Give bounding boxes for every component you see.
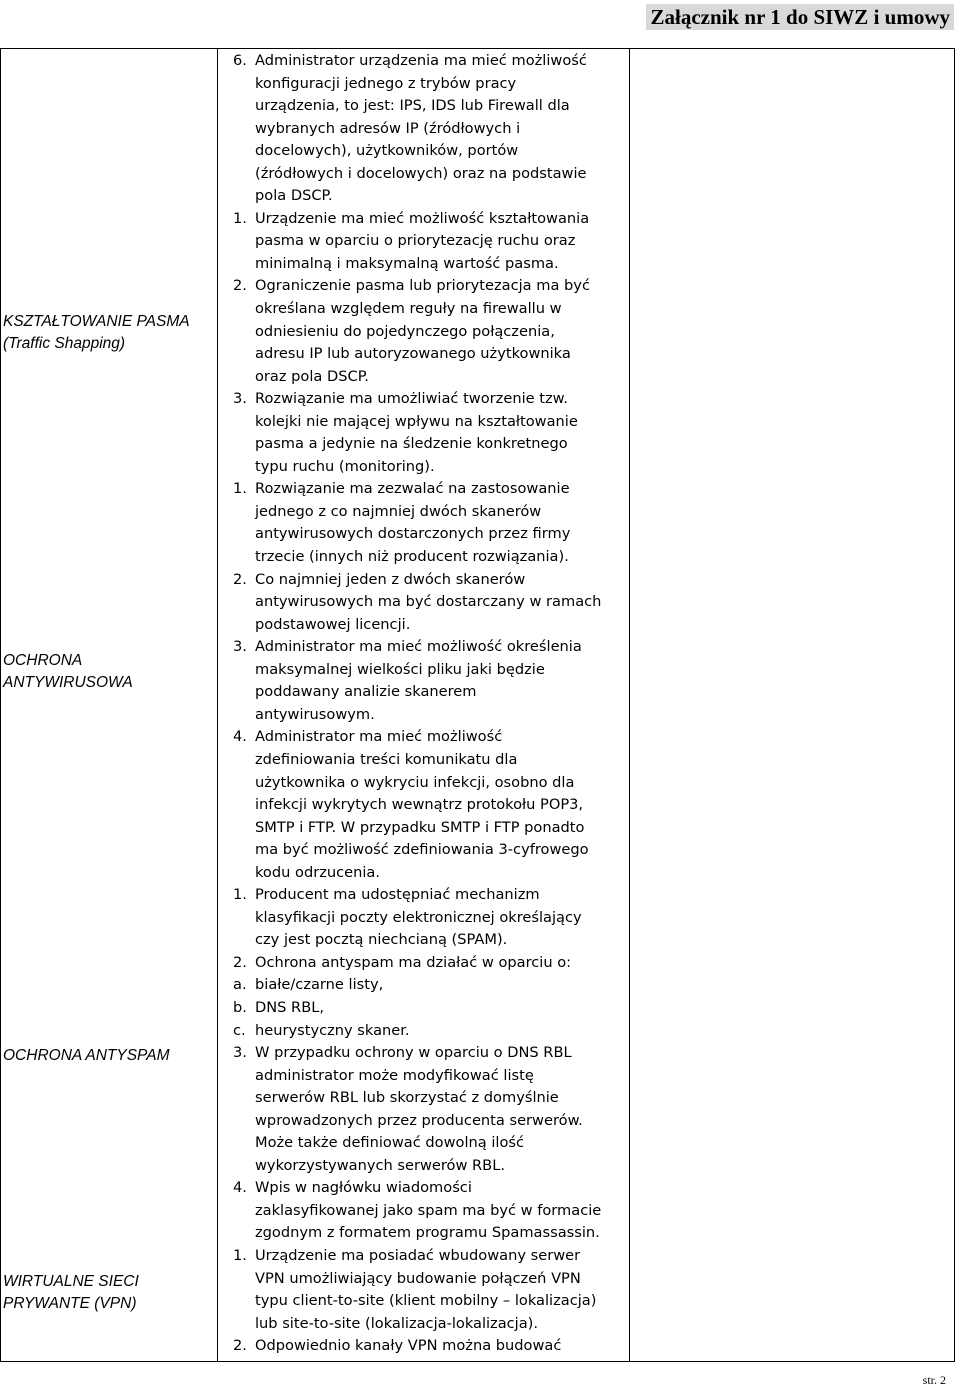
requirement-number: 2. (233, 570, 247, 588)
requirement-line: serwerów RBL lub skorzystać z domyślnie (255, 1089, 559, 1107)
requirement-line: Urządzenie ma posiadać wbudowany serwer (255, 1246, 581, 1264)
requirement-line: DNS RBL, (255, 998, 324, 1016)
category-antispam (3, 1045, 213, 1067)
requirement-text (255, 1042, 625, 1177)
requirement-number: 3. (233, 638, 247, 656)
category-antivirus (3, 650, 213, 694)
category-line: WIRTUALNE SIECI (3, 1273, 139, 1290)
requirement-line: Wpis w nagłówku wiadomości (255, 1179, 472, 1197)
requirement-line: oraz pola DSCP. (255, 367, 369, 385)
requirement-text (255, 50, 625, 208)
category-line: (Traffic Shapping) (3, 335, 126, 352)
requirement-number: c. (233, 1021, 246, 1039)
requirement-item (233, 884, 625, 952)
requirement-number: a. (233, 976, 247, 994)
offer-column (630, 49, 955, 1362)
requirement-line: antywirusowych dostarczonych przez firmy (255, 525, 571, 543)
category-line: OCHRONA ANTYSPAM (3, 1047, 170, 1064)
requirement-line: heurystyczny skaner. (255, 1021, 410, 1039)
page-number: str. 2 (922, 1373, 946, 1387)
requirement-line: określana względem reguły na firewallu w (255, 300, 562, 318)
requirements-list (233, 50, 625, 1358)
requirement-line: lub site-to-site (lokalizacja-lokalizacja). (255, 1314, 539, 1332)
category-line: PRYWANTE (VPN) (3, 1295, 137, 1312)
requirement-line: pasma w oparciu o priorytezację ruchu oraz (255, 232, 576, 250)
requirement-line: poddawany analizie skanerem (255, 683, 477, 701)
requirement-line: podstawowej licencji. (255, 615, 411, 633)
requirement-line: Ochrona antyspam ma działać w oparciu o: (255, 953, 572, 971)
requirement-text (255, 636, 625, 726)
document-header: Załącznik nr 1 do SIWZ i umowy (646, 4, 954, 30)
requirement-line: pola DSCP. (255, 187, 333, 205)
requirement-line: Producent ma udostępniać mechanizm (255, 886, 540, 904)
requirement-line: docelowych), użytkowników, portów (255, 142, 519, 160)
requirement-line: Rozwiązanie ma zezwalać na zastosowanie (255, 480, 570, 498)
requirement-item (233, 636, 625, 726)
requirement-text (255, 1335, 625, 1358)
requirement-line: pasma a jedynie na śledzenie konkretnego (255, 435, 568, 453)
requirement-item (233, 974, 625, 997)
category-vpn (3, 1271, 213, 1315)
requirement-line: Ograniczenie pasma lub priorytezacja ma być (255, 277, 590, 295)
requirement-line: Urządzenie ma mieć możliwość kształtowania (255, 209, 590, 227)
requirement-line: Administrator urządzenia ma mieć możliwość (255, 52, 587, 69)
requirement-line: (źródłowych i docelowych) oraz na podstawie (255, 164, 587, 182)
requirement-line: adresu IP lub autoryzowanego użytkownika (255, 345, 571, 363)
requirement-number: 1. (233, 1246, 247, 1264)
requirement-line: SMTP i FTP. W przypadku SMTP i FTP ponadto (255, 818, 585, 836)
requirement-line: Może także definiować dowolną ilość (255, 1134, 525, 1152)
requirement-line: wykorzystywanych serwerów RBL. (255, 1156, 505, 1174)
requirement-item (233, 1245, 625, 1335)
requirement-text (255, 569, 625, 637)
requirement-item (233, 997, 625, 1020)
requirement-line: Odpowiednio kanały VPN można budować (255, 1337, 562, 1355)
requirement-number: 1. (233, 886, 247, 904)
requirement-text (255, 1245, 625, 1335)
requirement-line: typu ruchu (monitoring). (255, 457, 435, 475)
requirement-line: urządzenia, to jest: IPS, IDS lub Firewall dla (255, 97, 570, 115)
category-line: KSZTAŁTOWANIE PASMA (3, 313, 190, 330)
requirement-item (233, 388, 625, 478)
category-line: ANTYWIRUSOWA (3, 674, 133, 691)
requirement-text (255, 1020, 625, 1043)
requirement-line: Rozwiązanie ma umożliwiać tworzenie tzw. (255, 390, 568, 408)
requirement-number: 6. (233, 52, 247, 69)
requirement-item (233, 208, 625, 276)
requirement-line: klasyfikacji poczty elektronicznej określający (255, 908, 582, 926)
requirement-line: zaklasyfikowanej jako spam ma być w formacie (255, 1201, 602, 1219)
requirement-item (233, 1020, 625, 1043)
requirement-number: 4. (233, 728, 247, 746)
requirement-line: białe/czarne listy, (255, 976, 384, 994)
requirement-text (255, 884, 625, 952)
requirement-text (255, 952, 625, 975)
requirement-number: 1. (233, 480, 247, 498)
category-column (1, 49, 218, 1362)
requirement-line: infekcji wykrytych wewnątrz protokołu POP3, (255, 796, 584, 814)
requirement-line: antywirusowych ma być dostarczany w ramach (255, 593, 602, 611)
requirement-number: b. (233, 998, 247, 1016)
category-line: OCHRONA (3, 652, 83, 669)
requirement-line: jednego z co najmniej dwóch skanerów (255, 502, 542, 520)
requirement-line: antywirusowym. (255, 705, 375, 723)
requirement-item (233, 1335, 625, 1358)
requirement-number: 3. (233, 390, 247, 408)
requirement-line: typu client-to-site (klient mobilny – lokalizacja) (255, 1292, 597, 1310)
category-traffic-shaping (3, 311, 213, 355)
requirement-item (233, 726, 625, 884)
requirement-text (255, 726, 625, 884)
requirement-number: 2. (233, 953, 247, 971)
requirement-text (255, 388, 625, 478)
requirement-item (233, 569, 625, 637)
requirement-line: użytkownika o wykryciu infekcji, osobno dla (255, 773, 575, 791)
requirement-text (255, 208, 625, 276)
requirement-text (255, 974, 625, 997)
requirement-line: kodu odrzucenia. (255, 863, 381, 881)
requirement-number: 1. (233, 209, 247, 227)
requirement-line: kolejki nie mającej wpływu na kształtowanie (255, 412, 578, 430)
requirement-number: 3. (233, 1044, 247, 1062)
requirement-item (233, 952, 625, 975)
requirement-number: 4. (233, 1179, 247, 1197)
requirement-number: 2. (233, 1337, 247, 1355)
requirement-line: ma być możliwość zdefiniowania 3-cyfrowego (255, 841, 589, 859)
requirement-line: konfiguracji jednego z trybów pracy (255, 74, 517, 92)
requirement-line: odniesieniu do pojedynczego połączenia, (255, 322, 555, 340)
requirement-line: Administrator ma mieć możliwość (255, 728, 503, 746)
requirement-text (255, 997, 625, 1020)
requirement-item (233, 1042, 625, 1177)
requirement-line: W przypadku ochrony w oparciu o DNS RBL (255, 1044, 572, 1062)
requirement-line: Administrator ma mieć możliwość określenia (255, 638, 582, 656)
requirement-line: czy jest pocztą niechcianą (SPAM). (255, 931, 508, 949)
requirement-number: 2. (233, 277, 247, 295)
requirement-line: trzecie (innych niż producent rozwiązania). (255, 548, 569, 566)
requirement-line: Co najmniej jeden z dwóch skanerów (255, 570, 526, 588)
requirement-line: maksymalnej wielkości pliku jaki będzie (255, 660, 545, 678)
requirement-line: zdefiniowania treści komunikatu dla (255, 750, 518, 768)
requirement-line: VPN umożliwiający budowanie połączeń VPN (255, 1269, 581, 1287)
requirement-line: wybranych adresów IP (źródłowych i (255, 119, 521, 137)
requirement-line: zgodnym z formatem programu Spamassassin. (255, 1224, 600, 1242)
requirement-text (255, 275, 625, 388)
requirement-line: wprowadzonych przez producenta serwerów. (255, 1111, 583, 1129)
requirement-line: minimalną i maksymalną wartość pasma. (255, 254, 559, 272)
requirement-item (233, 50, 625, 208)
requirement-item (233, 1177, 625, 1245)
requirement-item (233, 275, 625, 388)
requirement-item (233, 478, 625, 568)
requirement-text (255, 478, 625, 568)
requirement-line: administrator może modyfikować listę (255, 1066, 534, 1084)
requirement-text (255, 1177, 625, 1245)
